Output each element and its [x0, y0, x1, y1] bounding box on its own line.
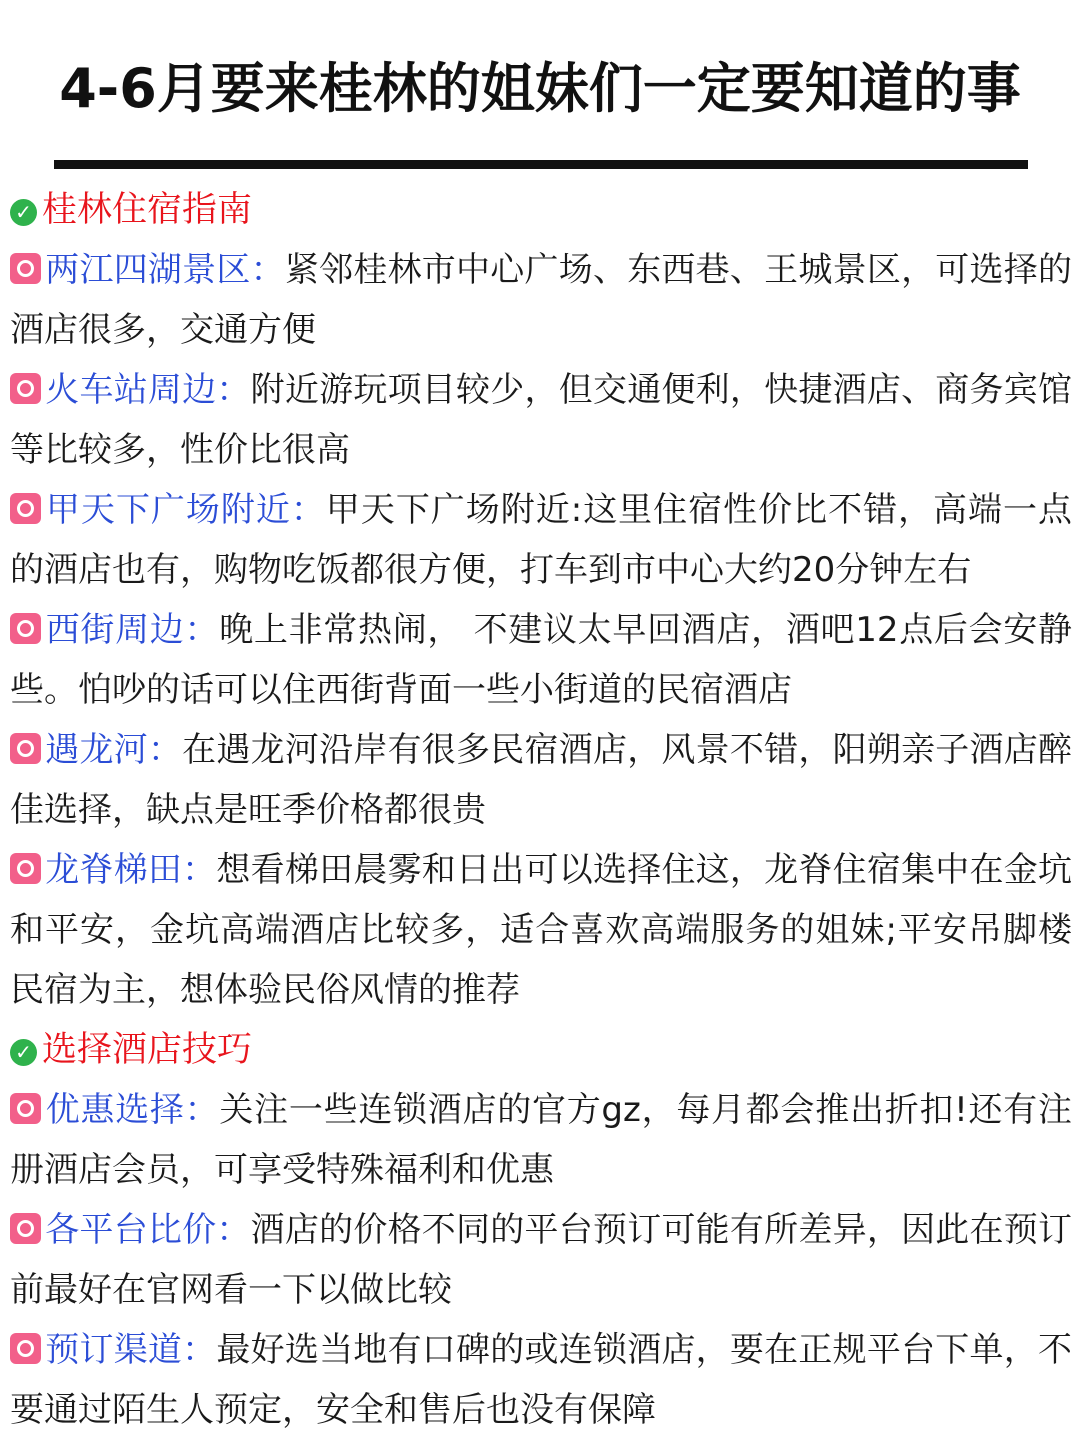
item-label: 遇龙河 [45, 730, 148, 770]
ring-bullet-icon [10, 733, 41, 764]
item-text: 甲天下广场附近:这里住宿性价比不错，高端一点的酒店也有，购物吃饭都很方便，打车到市中心大约20分钟左右 [10, 490, 1072, 590]
item-text: 在遇龙河沿岸有很多民宿酒店，风景不错，阳朔亲子酒店醉佳选择，缺点是旺季价格都很贵 [10, 730, 1073, 830]
list-item [10, 1200, 1072, 1320]
title-divider [54, 160, 1028, 169]
item-label: 龙脊梯田 [45, 850, 183, 890]
item-text: 关注一些连锁酒店的官方gz，每月都会推出折扣!还有注册酒店会员，可享受特殊福利和优惠 [10, 1090, 1072, 1190]
item-text: 最好选当地有口碑的或连锁酒店，要在正规平台下单，不要通过陌生人预定，安全和售后也没有保障 [10, 1330, 1073, 1430]
check-circle-icon: ✓ [10, 1039, 37, 1066]
ring-bullet-icon [10, 373, 41, 404]
list-item [10, 600, 1072, 720]
ring-bullet-icon [10, 1093, 41, 1124]
section-heading-hotel-tips [10, 1020, 1072, 1080]
content [10, 180, 1072, 1440]
ring-bullet-icon [10, 853, 41, 884]
item-label: 优惠选择 [45, 1090, 185, 1130]
list-item [10, 240, 1072, 360]
item-label: 预订渠道 [45, 1330, 183, 1370]
page-title: 4-6月要来桂林的姐妹们一定要知道的事 [59, 57, 1021, 120]
item-separator: ： [184, 1090, 220, 1130]
ring-bullet-icon [10, 1333, 41, 1364]
section-title: 桂林住宿指南 [42, 190, 253, 230]
item-label: 甲天下广场附近 [45, 490, 291, 530]
list-item [10, 840, 1072, 1020]
item-text: 附近游玩项目较少，但交通便利，快捷酒店、商务宾馆等比较多，性价比很高 [10, 370, 1073, 470]
item-text: 紧邻桂林市中心广场、东西巷、王城景区，可选择的酒店很多，交通方便 [10, 250, 1073, 350]
ring-bullet-icon [10, 253, 41, 284]
list-item [10, 1080, 1072, 1200]
item-separator: ： [147, 730, 183, 770]
item-text: 酒店的价格不同的平台预订可能有所差异，因此在预订前最好在官网看一下以做比较 [10, 1210, 1073, 1310]
item-text: 晚上非常热闹， 不建议太早回酒店，酒吧12点后会安静些。怕吵的话可以住西街背面一些小街道的民宿酒店 [10, 610, 1073, 710]
item-label: 两江四湖景区 [45, 250, 251, 290]
item-label: 各平台比价 [45, 1210, 217, 1250]
list-item [10, 360, 1072, 480]
item-separator: ： [216, 370, 251, 410]
list-item [10, 480, 1072, 600]
item-label: 西街周边 [45, 610, 185, 650]
ring-bullet-icon [10, 613, 41, 644]
item-label: 火车站周边 [45, 370, 217, 410]
item-separator: ： [182, 850, 217, 890]
check-circle-icon: ✓ [10, 199, 37, 226]
list-item [10, 720, 1072, 840]
section-title: 选择酒店技巧 [42, 1030, 253, 1070]
item-separator: ： [216, 1210, 251, 1250]
item-separator: ： [182, 1330, 217, 1370]
ring-bullet-icon [10, 1213, 41, 1244]
item-text: 想看梯田晨雾和日出可以选择住这，龙脊住宿集中在金坑和平安，金坑高端酒店比较多，适合喜欢高端服务的姐妹;平安吊脚楼民宿为主，想体验民俗风情的推荐 [10, 850, 1073, 1010]
ring-bullet-icon [10, 493, 41, 524]
item-separator: ： [184, 610, 220, 650]
section-heading-accommodation [10, 180, 1072, 240]
list-item [10, 1320, 1072, 1440]
item-separator: ： [290, 490, 326, 530]
item-separator: ： [250, 250, 285, 290]
